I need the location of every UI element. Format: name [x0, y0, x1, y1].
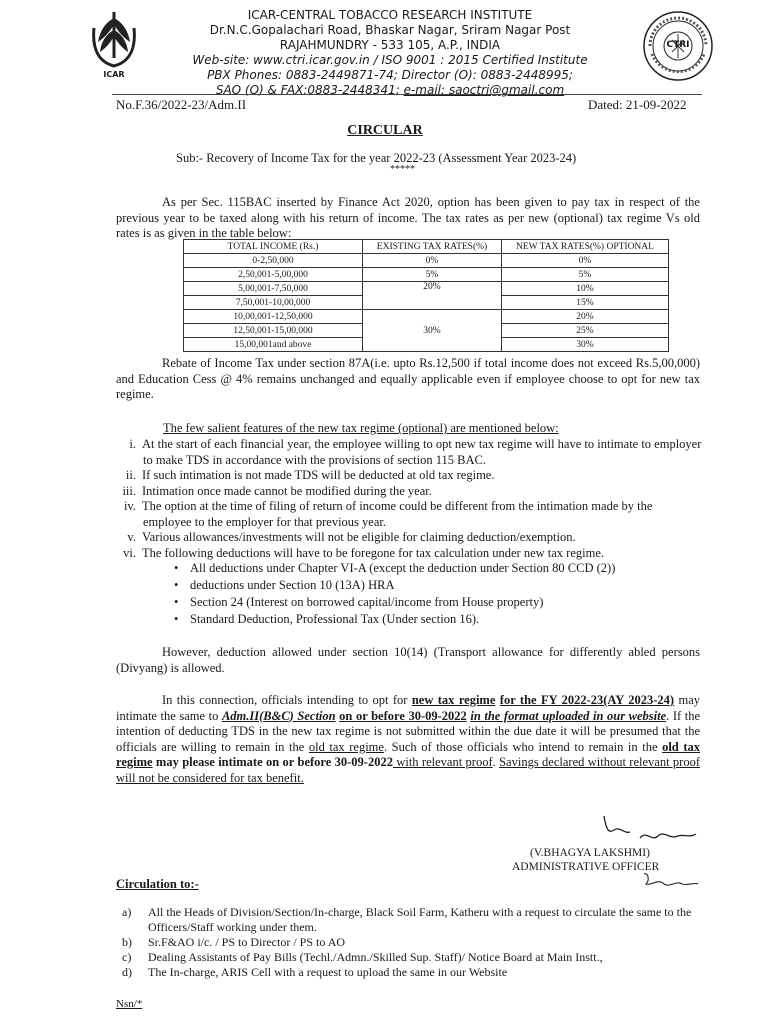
subject-stars: ***** [390, 164, 415, 175]
signature-image [600, 808, 700, 848]
phone-line: PBX Phones: 0883-2449871-74; Director (O): 0883-2448995; [207, 68, 573, 82]
table-row: 0-2,50,000 0% 0% [184, 254, 669, 268]
list-item: • Section 24 (Interest on borrowed capital/income from House property) [174, 594, 704, 611]
features-list [116, 437, 702, 561]
list-item: • deductions under Section 10 (13A) HRA [174, 577, 704, 594]
table-row: 15,00,001and above 30% [184, 338, 669, 352]
list-item: • Standard Deduction, Professional Tax (Under section 16). [174, 611, 704, 628]
table-header-income: TOTAL INCOME (Rs.) [184, 240, 363, 254]
table-header-new: NEW TAX RATES(%) OPTIONAL [502, 240, 669, 254]
letterhead [150, 8, 630, 98]
list-item: b) Sr.F&AO i/c. / PS to Director / PS to AO [122, 935, 346, 949]
list-item: a) All the Heads of Division/Section/In-charge, Black Soil Farm, Katheru with a request to circulate the same to the Officers/Staff working under them. [122, 905, 692, 934]
list-item: vi. The following deductions will have to be foregone for tax calculation under new tax regime. [123, 545, 604, 560]
features-heading: The few salient features of the new tax regime (optional) are mentioned below: [163, 421, 559, 435]
circular-date: Dated: 21-09-2022 [588, 97, 687, 112]
deductions-list [174, 560, 704, 628]
list-item: d) The In-charge, ARIS Cell with a request to upload the same in our Website [122, 965, 508, 979]
list-item: c) Dealing Assistants of Pay Bills (Techl./Admn./Skilled Sup. Staff)/ Notice Board at Main Instt., [122, 950, 603, 964]
institute-name: ICAR-CENTRAL TOBACCO RESEARCH INSTITUTE [247, 8, 533, 22]
ctri-seal [642, 10, 714, 82]
address-line: Dr.N.C.Gopalachari Road, Bhaskar Nagar, Sriram Nagar Post [209, 23, 571, 37]
website-line: Web-site: www.ctri.icar.gov.in / ISO 9001 : 2015 Certified Institute [192, 53, 588, 67]
table-header-existing: EXISTING TAX RATES(%) [363, 240, 502, 254]
connection-paragraph: In this connection, officials intending to opt for new tax regime for the FY 2022-23(AY 2023-24) may intimate the same to Adm.II(B&C) Section on or before 30-09-2022 in the format uploaded in our website. If the intention of deducting TDS in the new tax regime is not submitted within the due date it will be presumed that the officials are willing to remain in the old tax regime. Such of those officials who intend to remain in the old tax regime may please intimate on or before 30-09-2022 with relevant proof. Savings declared without relevant proof will not be considered for tax benefit. [116, 693, 700, 785]
circulation-list [122, 905, 712, 980]
page-title: CIRCULAR [347, 123, 423, 138]
circulation-heading: Circulation to:- [116, 877, 199, 891]
table-row: 7,50,001-10,00,000 15% [184, 296, 669, 310]
list-item: iii. Intimation once made cannot be modified during the year. [122, 483, 432, 498]
city-line: RAJAHMUNDRY - 533 105, A.P., INDIA [279, 38, 501, 52]
list-item: • All deductions under Chapter VI-A (except the deduction under Section 80 CCD (2)) [174, 560, 704, 577]
intro-paragraph: As per Sec. 115BAC inserted by Finance Act 2020, option has been given to pay tax in respect of the previous year to be taxed along with his return of income. The tax rates as per new (optional) tax regime Vs old rates is as given in the table below: [116, 195, 700, 240]
table-row: 12,50,001-15,00,000 25% [184, 324, 669, 338]
list-item: ii. If such intimation is not made TDS will be deducted at old tax regime. [125, 468, 495, 482]
icar-logo [88, 8, 140, 94]
email-link[interactable]: e-mail: saoctri@gmail.com [403, 83, 565, 97]
table-row: 5,00,001-7,50,000 20% 10% [184, 282, 669, 296]
fax-email-line: SAO (O) & FAX:0883-2448341; e-mail: saoctri@gmail.com [215, 83, 565, 97]
footer-initials: Nsn/* [116, 998, 143, 1010]
however-paragraph: However, deduction allowed under section 10(14) (Transport allowance for differently abled persons (Divyang) is allowed. [116, 645, 700, 675]
reference-number: No.F.36/2022-23/Adm.II [116, 97, 247, 112]
icar-logo-text: ICAR [103, 70, 125, 79]
tax-rate-table [183, 239, 669, 352]
subject-line: Sub:- Recovery of Income Tax for the year 2022-23 (Assessment Year 2023-24) [176, 151, 577, 165]
rebate-paragraph: Rebate of Income Tax under section 87A(i.e. upto Rs.12,500 if total income does not exceed Rs.5,00,000) and Education Cess @ 4% remains unchanged and equally applicable even if employee choose to opt for new tax regime. [116, 356, 700, 401]
list-item: iv. The option at the time of filing of return of income could be different from the intimation made by the employee to the employer for that previous year. [123, 499, 653, 529]
table-row: 2,50,001-5,00,000 5% 5% [184, 268, 669, 282]
header-divider [112, 94, 702, 95]
signatory-designation: ADMINISTRATIVE OFFICER [512, 861, 660, 873]
list-item: i. At the start of each financial year, the employee willing to opt new tax regime will have to intimate to employer to make TDS in accordance with the provisions of section 115 BAC. [129, 437, 702, 467]
ctri-seal-text: CTRI [666, 40, 690, 50]
handwritten-initials [640, 870, 700, 892]
table-row: 10,00,001-12,50,000 30% 20% [184, 310, 669, 324]
signatory-name: (V.BHAGYA LAKSHMI) [530, 847, 650, 859]
list-item: v. Various allowances/investments will not be eligible for claiming deduction/exemption. [127, 530, 576, 544]
